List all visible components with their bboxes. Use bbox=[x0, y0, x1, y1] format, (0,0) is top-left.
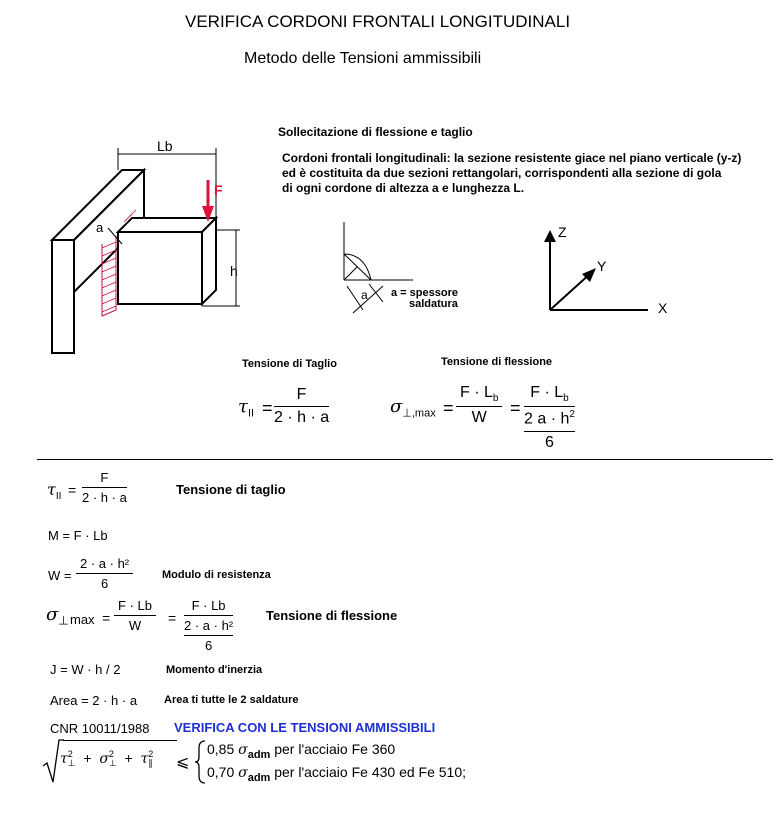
axis-y-label: Y bbox=[597, 258, 607, 274]
inertia-formula: J = W · h / 2 bbox=[50, 662, 121, 677]
eq-lower-3: = bbox=[168, 610, 177, 626]
bending-fraction-1: $\frac{F \cdot L_b}{W}$ bbox=[456, 384, 502, 427]
lb-label: Lb bbox=[157, 138, 173, 154]
axis-z-label: Z bbox=[558, 224, 567, 240]
tau-label-lower: Tensione di taglio bbox=[176, 482, 286, 497]
tau-fraction-lower: $\frac{F}{2 \cdot h \cdot a}$ bbox=[82, 470, 127, 505]
weld-a-label: a bbox=[361, 288, 368, 302]
h-label: h bbox=[230, 263, 238, 279]
sigma-fraction-1: $\frac{F \cdot Lb}{W}$ bbox=[114, 598, 156, 633]
sigma-symbol-lower: $\sigma_\perp$ bbox=[46, 604, 69, 628]
radical-bar bbox=[63, 740, 177, 741]
condition-2: 0,70 $\sigma_{adm}$ per l'acciaio Fe 430 ed Fe 510; bbox=[207, 764, 467, 784]
radical-content: τ 2 ⊥ + σ 2 ⊥ + τ 2 ∥ bbox=[60, 749, 154, 769]
description-line-3: di ogni cordone di altezza a e lunghezza L. bbox=[282, 181, 525, 195]
condition-1: 0,85 $\sigma_{adm}$ per l'acciaio Fe 360 bbox=[207, 741, 396, 761]
w-label: Modulo di resistenza bbox=[162, 569, 271, 581]
weld-note-2: saldatura bbox=[409, 298, 458, 310]
inertia-label: Momento d'inerzia bbox=[166, 664, 263, 676]
w-lhs: W = bbox=[48, 568, 72, 583]
area-formula: Area = 2 · h · a bbox=[50, 693, 138, 708]
shear-fraction-upper: $\frac{F}{2 \cdot h \cdot a}$ bbox=[274, 386, 330, 426]
sigma-label: Tensione di flessione bbox=[266, 608, 398, 623]
eq-upper-2: = bbox=[443, 398, 454, 418]
axis-x-label: X bbox=[658, 300, 668, 316]
tau-symbol-lower: $\tau_{II}$ bbox=[47, 480, 62, 503]
tau-symbol-upper: $\tau_{II}$ bbox=[238, 396, 255, 420]
description-line-2: ed è costituita da due sezioni rettangolari, corrispondenti alla sezione di gola bbox=[282, 166, 722, 180]
a-label: a bbox=[96, 220, 104, 235]
sigma-max-label: max bbox=[70, 612, 95, 627]
eq-upper-3: = bbox=[510, 398, 521, 418]
eq-lower-1: = bbox=[68, 482, 77, 498]
bending-fraction-2: $F \cdot L_b$ 2 $a \cdot h^2$ 6 bbox=[524, 384, 575, 451]
section-heading: Sollecitazione di flessione e taglio bbox=[278, 125, 473, 139]
eq-upper-1: = bbox=[262, 398, 273, 418]
section-divider bbox=[37, 459, 773, 460]
sigma-fraction-2: F · Lb 2 · a · h² 6 bbox=[184, 598, 234, 653]
bending-heading: Tensione di flessione bbox=[441, 356, 553, 368]
weld-joint-figure bbox=[40, 130, 250, 360]
area-label: Area ti tutte le 2 saldature bbox=[164, 694, 299, 706]
curly-brace bbox=[194, 740, 206, 784]
verification-title: VERIFICA CON LE TENSIONI AMMISSIBILI bbox=[174, 720, 436, 735]
force-label: F bbox=[214, 182, 223, 198]
moment-formula: M = F · Lb bbox=[48, 528, 108, 543]
sigma-symbol-upper: $\sigma_{\perp,max}$ bbox=[390, 396, 436, 420]
shear-heading: Tensione di Taglio bbox=[242, 358, 337, 370]
page-title: VERIFICA CORDONI FRONTALI LONGITUDINALI bbox=[185, 12, 571, 31]
eq-lower-2: = bbox=[102, 610, 111, 626]
w-fraction: $\frac{\text{2 · a · h²}}{6}$ bbox=[76, 556, 133, 591]
description-line-1: Cordoni frontali longitudinali: la sezione resistente giace nel piano verticale (y-z) bbox=[282, 151, 742, 165]
leq-symbol: ⩽ bbox=[176, 754, 190, 771]
norm-reference: CNR 10011/1988 bbox=[50, 721, 150, 736]
weld-note-1: a = spessore bbox=[391, 287, 458, 299]
page-subtitle: Metodo delle Tensioni ammissibili bbox=[244, 50, 482, 67]
